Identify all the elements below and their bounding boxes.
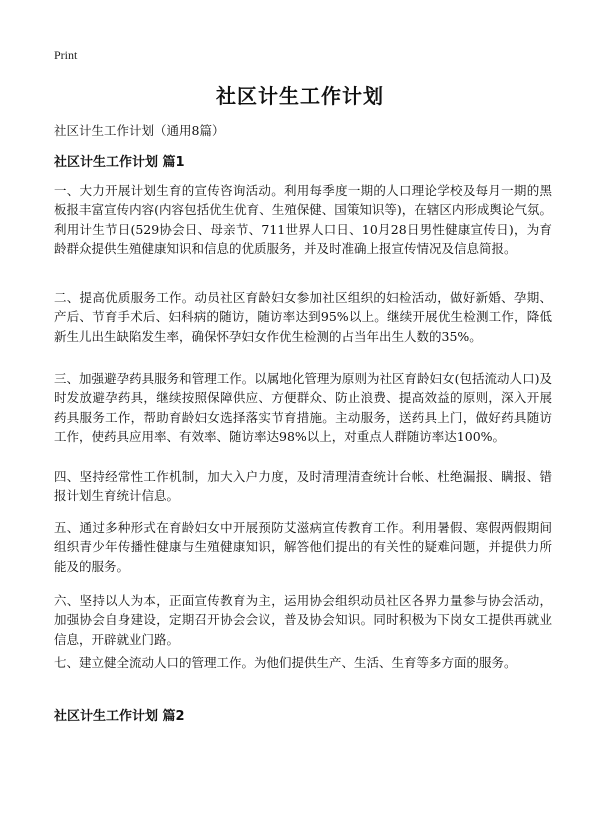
paragraph-1: 一、大力开展计划生育的宣传咨询活动。利用每季度一期的人口理论学校及每月一期的黑板报丰富宣传内容(内容包括优生优育、生殖保健、国策知识等)，在辖区内形成舆论气氛。利用计生节日(529协会日、母亲节、711世界人口日、10月28日男性健康宣传日)，为育龄群众提供生殖健康知识和信息的优质服务，并及时准确上报宣传情况及信息简报。 [54, 183, 552, 256]
paragraph-7: 七、建立健全流动人口的管理工作。为他们提供生产、生活、生育等多方面的服务。 [54, 655, 517, 670]
paragraph-4: 四、坚持经常性工作机制，加大入户力度，及时清理清查统计台帐、杜绝漏报、瞒报、错报计划生育统计信息。 [54, 469, 552, 504]
print-link[interactable]: Print [54, 48, 78, 62]
section-heading-1: 社区计生工作计划 篇1 [54, 155, 185, 170]
paragraph-5: 五、通过多种形式在育龄妇女中开展预防艾滋病宣传教育工作。利用暑假、寒假两假期间组织青少年传播性健康与生殖健康知识，解答他们提出的有关性的疑难问题，并提供力所能及的服务。 [54, 520, 552, 574]
paragraph-3: 三、加强避孕药具服务和管理工作。以属地化管理为原则为社区育龄妇女(包括流动人口)及时发放避孕药具，继续按照保障供应、方便群众、防止浪费、提高效益的原则，深入开展药具服务工作，帮助育龄妇女选择落实节育措施。主动服务，送药具上门，做好药具随访工作，使药具应用率、有效率、随访率达98%以上，对重点人群随访率达100%。 [54, 371, 552, 444]
document-subtitle: 社区计生工作计划（通用8篇） [54, 123, 225, 138]
paragraph-2: 二、提高优质服务工作。动员社区育龄妇女参加社区组织的妇检活动，做好新婚、孕期、产后、节育手术后、妇科病的随访，随访率达到95%以上。继续开展优生检测工作，降低新生儿出生缺陷发生率，确保怀孕妇女作优生检测的占当年出生人数的35%。 [54, 290, 552, 344]
paragraph-6: 六、坚持以人为本，正面宣传教育为主，运用协会组织动员社区各界力量参与协会活动，加强协会自身建设，定期召开协会会议，普及协会知识。同时积极为下岗女工提供再就业信息，开辟就业门路。 [54, 593, 552, 647]
section-heading-2: 社区计生工作计划 篇2 [54, 709, 185, 724]
document-title: 社区计生工作计划 [216, 84, 384, 108]
